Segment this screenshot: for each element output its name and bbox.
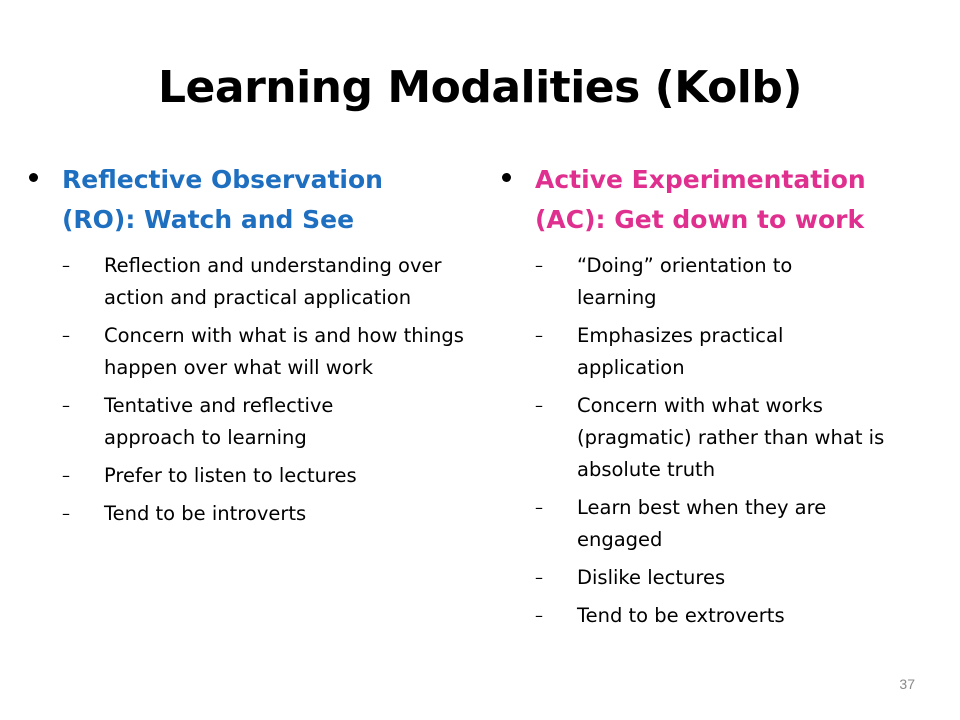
dash-icon: – <box>535 256 543 275</box>
list-item-text: Reflection and understanding over action and practical application <box>104 254 442 309</box>
active-experimentation-heading <box>535 160 915 240</box>
list-item-text: Emphasizes practical application <box>577 324 784 379</box>
list-item-text: Dislike lectures <box>577 566 726 589</box>
list-item-text: Concern with what works (pragmatic) rather than what is absolute truth <box>577 394 885 481</box>
list-item-text: Learn best when they are engaged <box>577 496 827 551</box>
list-item <box>62 390 424 454</box>
active-experimentation-list <box>535 250 915 632</box>
dash-icon: – <box>62 256 70 275</box>
heading-line-2: (AC): Get down to work <box>535 205 865 234</box>
page-number: 37 <box>899 676 915 692</box>
list-item <box>62 250 474 314</box>
list-item <box>535 600 917 632</box>
list-item-text: Prefer to listen to lectures <box>104 464 357 487</box>
list-item-text: Tend to be introverts <box>104 502 307 525</box>
list-item <box>62 498 474 530</box>
list-item-text: “Doing” orientation to learning <box>577 254 793 309</box>
dash-icon: – <box>62 326 70 345</box>
dash-icon: – <box>535 326 543 345</box>
bullet-dot-icon <box>502 173 511 182</box>
dash-icon: – <box>535 396 543 415</box>
dash-icon: – <box>62 466 70 485</box>
list-item-text: Concern with what is and how things happen over what will work <box>104 324 464 379</box>
heading-line-2: (RO): Watch and See <box>62 205 355 234</box>
right-column <box>535 160 915 638</box>
list-item <box>62 320 474 384</box>
heading-line-1: Reflective Observation <box>62 165 383 194</box>
list-item <box>62 460 474 492</box>
reflective-observation-heading <box>62 160 462 240</box>
reflective-observation-list <box>62 250 462 530</box>
list-item <box>535 390 917 486</box>
list-item <box>535 492 917 556</box>
list-item-text: Tend to be extroverts <box>577 604 785 627</box>
dash-icon: – <box>62 396 70 415</box>
list-item <box>535 562 917 594</box>
dash-icon: – <box>535 606 543 625</box>
slide-title: Learning Modalities (Kolb) <box>158 62 802 113</box>
list-item <box>535 320 877 384</box>
list-item-text: Tentative and reflective approach to learning <box>104 394 334 449</box>
dash-icon: – <box>62 504 70 523</box>
dash-icon: – <box>535 498 543 517</box>
left-column <box>62 160 462 536</box>
bullet-dot-icon <box>29 173 38 182</box>
list-item <box>535 250 877 314</box>
dash-icon: – <box>535 568 543 587</box>
heading-line-1: Active Experimentation <box>535 165 866 194</box>
